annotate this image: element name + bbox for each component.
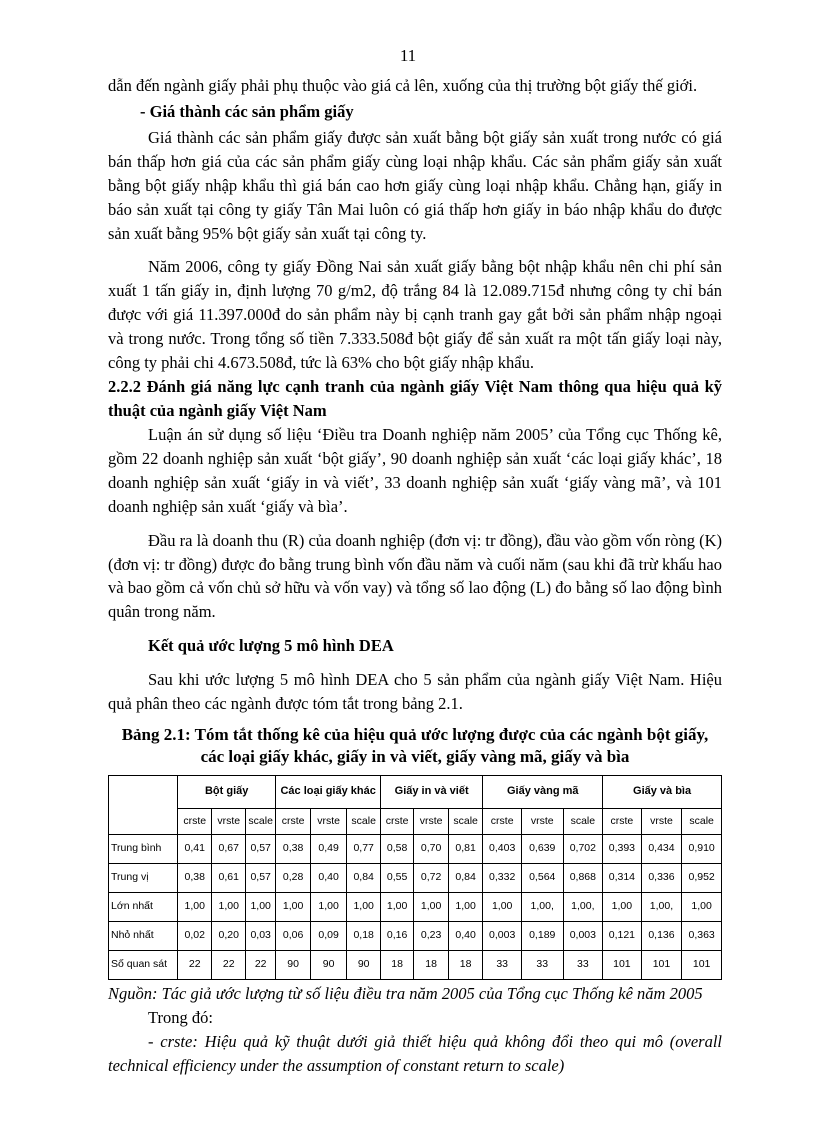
table-row (109, 950, 722, 979)
table-cell: 0,40 (448, 921, 483, 950)
table-cell: 0,18 (347, 921, 381, 950)
in-which-label: Trong đó: (148, 1007, 213, 1027)
subcol-header: scale (448, 808, 483, 834)
row-label: Lớn nhất (109, 892, 178, 921)
table-caption (108, 724, 722, 769)
table-cell: 1,00, (563, 892, 603, 921)
table-cell: 1,00 (212, 892, 245, 921)
table-cell: 1,00 (603, 892, 642, 921)
efficiency-table (108, 775, 722, 980)
group-header: Bột giấy (177, 775, 275, 808)
paragraph-inputs-outputs: Đầu ra là doanh thu (R) của doanh nghiệp (đơn vị: tr đồng), đầu vào gồm vốn ròng (K) (đơn vị: tr đồng) được đo bằng trung bình vốn đầu năm và cuối năm (sau khi đã trừ khấu hao và bao gồm cả vốn chủ sở hữu và vốn vay) và tổng số lao động (L) đo bằng số lao động bình quân trong năm. (108, 530, 722, 622)
table-cell: 0,20 (212, 921, 245, 950)
table-cell: 0,16 (380, 921, 413, 950)
table-cell: 0,61 (212, 863, 245, 892)
table-cell: 0,84 (448, 863, 483, 892)
subcol-header: scale (682, 808, 722, 834)
table-cell: 0,72 (414, 863, 448, 892)
table-cell: 0,702 (563, 834, 603, 863)
table-cell: 0,67 (212, 834, 245, 863)
table-cell: 0,910 (682, 834, 722, 863)
heading-dea-results: Kết quả ước lượng 5 mô hình DEA (148, 636, 394, 656)
table-cell: 1,00, (641, 892, 682, 921)
section-heading-2-2-2: 2.2.2 Đánh giá năng lực cạnh tranh của ngành giấy Việt Nam thông qua hiệu quả kỹ thuật của ngành giấy Việt Nam (108, 377, 722, 420)
table-cell: 18 (380, 950, 413, 979)
table-cell: 0,564 (521, 863, 563, 892)
table-cell: 0,09 (310, 921, 347, 950)
table-cell: 22 (212, 950, 245, 979)
row-label: Số quan sát (109, 950, 178, 979)
paragraph-price-1: Giá thành các sản phẩm giấy được sản xuất bằng bột giấy sản xuất trong nước có giá bán thấp hơn giá của các sản phẩm giấy cùng loại nhập khẩu. Các sản phẩm giấy sản xuất bằng bột giấy nhập khẩu thì giá bán cao hơn giấy cùng loại nhập khẩu. Chẳng hạn, giấy in báo sản xuất tại công ty giấy Tân Mai luôn có giá thấp hơn giấy in báo nhập khẩu do được sản xuất bằng 95% bột giấy sản xuất tại công ty. (108, 127, 722, 243)
subcol-header: crste (380, 808, 413, 834)
table-caption-line-1: Bảng 2.1: Tóm tắt thống kê của hiệu quả ước lượng được của các ngành bột giấy, (121, 725, 709, 745)
table-cell: 0,06 (276, 921, 310, 950)
table-cell: 0,189 (521, 921, 563, 950)
table-cell: 22 (177, 950, 211, 979)
table-cell: 0,121 (603, 921, 642, 950)
table-cell: 1,00 (177, 892, 211, 921)
table-cell: 0,136 (641, 921, 682, 950)
table-cell: 1,00 (483, 892, 522, 921)
subcol-header: vrste (310, 808, 347, 834)
table-cell: 0,70 (414, 834, 448, 863)
table-cell: 0,38 (276, 834, 310, 863)
table-cell: 18 (414, 950, 448, 979)
table-cell: 0,314 (603, 863, 642, 892)
table-cell: 1,00 (310, 892, 347, 921)
table-cell: 33 (521, 950, 563, 979)
table-cell: 0,434 (641, 834, 682, 863)
table-caption-line-2: các loại giấy khác, giấy in và viết, giấy vàng mã, giấy và bìa (200, 747, 630, 767)
table-header-subcols (109, 808, 722, 834)
table-cell: 0,003 (563, 921, 603, 950)
table-cell: 1,00 (414, 892, 448, 921)
table-row (109, 921, 722, 950)
group-header: Giấy vàng mã (483, 775, 603, 808)
table-cell: 0,003 (483, 921, 522, 950)
paragraph-continuation: dẫn đến ngành giấy phải phụ thuộc vào giá cả lên, xuống của thị trường bột giấy thế giới. (108, 76, 698, 95)
subcol-header: vrste (641, 808, 682, 834)
table-cell: 0,58 (380, 834, 413, 863)
table-cell: 33 (483, 950, 522, 979)
table-cell: 0,77 (347, 834, 381, 863)
table-cell: 1,00 (448, 892, 483, 921)
table-cell: 1,00 (380, 892, 413, 921)
table-cell: 0,49 (310, 834, 347, 863)
subcol-header: crste (177, 808, 211, 834)
table-cell: 90 (276, 950, 310, 979)
table-cell: 0,332 (483, 863, 522, 892)
table-cell: 0,38 (177, 863, 211, 892)
group-header: Các loại giấy khác (276, 775, 381, 808)
subheading-price: - Giá thành các sản phẩm giấy (140, 101, 354, 121)
table-cell: 90 (347, 950, 381, 979)
table-cell: 1,00 (276, 892, 310, 921)
table-cell: 0,868 (563, 863, 603, 892)
subcol-header: vrste (521, 808, 563, 834)
table-cell: 0,02 (177, 921, 211, 950)
table-cell: 0,28 (276, 863, 310, 892)
table-cell: 101 (603, 950, 642, 979)
table-cell: 0,57 (245, 863, 275, 892)
table-cell: 0,952 (682, 863, 722, 892)
table-cell: 90 (310, 950, 347, 979)
subcol-header: vrste (212, 808, 245, 834)
table-cell: 0,403 (483, 834, 522, 863)
group-header: Giấy và bìa (603, 775, 722, 808)
table-cell: 101 (641, 950, 682, 979)
table-cell: 0,363 (682, 921, 722, 950)
table-cell: 0,41 (177, 834, 211, 863)
table-cell: 33 (563, 950, 603, 979)
table-body (109, 834, 722, 979)
page-content (108, 74, 722, 1078)
table-cell: 1,00 (682, 892, 722, 921)
row-label: Trung bình (109, 834, 178, 863)
table-cell: 0,81 (448, 834, 483, 863)
table-cell: 101 (682, 950, 722, 979)
table-header-groups (109, 775, 722, 808)
subcol-header: scale (347, 808, 381, 834)
table-cell: 1,00, (521, 892, 563, 921)
paragraph-price-2: Năm 2006, công ty giấy Đồng Nai sản xuất giấy bằng bột nhập khẩu nên chi phí sản xuất 1 tấn giấy in, định lượng 70 g/m2, độ trắng 84 là 12.089.715đ nhưng công ty chỉ bán được với giá 11.397.000đ do sản phẩm này bị cạnh tranh gay gắt bởi sản phẩm nhập ngoại và trong nước. Trong tổng số tiền 7.333.508đ bột giấy để sản xuất ra một tấn giấy loại này, công ty phải chi 4.673.508đ, tức là 63% cho bột giấy nhập khẩu. (108, 257, 722, 373)
subcol-header: crste (603, 808, 642, 834)
group-header: Giấy in và viết (380, 775, 482, 808)
table-row (109, 834, 722, 863)
table-cell: 0,40 (310, 863, 347, 892)
table-cell: 0,57 (245, 834, 275, 863)
subcol-header: vrste (414, 808, 448, 834)
table-corner-cell (109, 775, 178, 834)
table-cell: 1,00 (347, 892, 381, 921)
subcol-header: crste (483, 808, 522, 834)
table-cell: 0,393 (603, 834, 642, 863)
table-row (109, 892, 722, 921)
table-cell: 0,639 (521, 834, 563, 863)
row-label: Nhỏ nhất (109, 921, 178, 950)
table-cell: 0,84 (347, 863, 381, 892)
table-cell: 22 (245, 950, 275, 979)
paragraph-data-source: Luận án sử dụng số liệu ‘Điều tra Doanh nghiệp năm 2005’ của Tổng cục Thống kê, gồm 22 doanh nghiệp sản xuất ‘bột giấy’, 90 doanh nghiệp sản xuất ‘các loại giấy khác’, 18 doanh nghiệp sản xuất ‘giấy in và viết’, 33 doanh nghiệp sản xuất ‘giấy vàng mã’, và 101 doanh nghiệp sản xuất ‘giấy và bìa’. (108, 424, 722, 516)
table-cell: 18 (448, 950, 483, 979)
table-cell: 1,00 (245, 892, 275, 921)
table-cell: 0,336 (641, 863, 682, 892)
paragraph-dea-results: Sau khi ước lượng 5 mô hình DEA cho 5 sản phẩm của ngành giấy Việt Nam. Hiệu quả phân theo các ngành được tóm tắt trong bảng 2.1. (108, 670, 722, 714)
page-number: 11 (399, 46, 417, 65)
table-source-note: Nguồn: Tác giả ước lượng từ số liệu điều tra năm 2005 của Tổng cục Thống kê năm 2005 (108, 983, 703, 1003)
table-row (109, 863, 722, 892)
row-label: Trung vị (109, 863, 178, 892)
subcol-header: scale (563, 808, 603, 834)
table-cell: 0,03 (245, 921, 275, 950)
table-cell: 0,23 (414, 921, 448, 950)
table-cell: 0,55 (380, 863, 413, 892)
subcol-header: crste (276, 808, 310, 834)
note-crste: - crste: Hiệu quả kỹ thuật dưới giả thiết hiệu quả không đổi theo qui mô (overall technical efficiency under the assumption of constant return to scale) (108, 1031, 722, 1075)
subcol-header: scale (245, 808, 275, 834)
